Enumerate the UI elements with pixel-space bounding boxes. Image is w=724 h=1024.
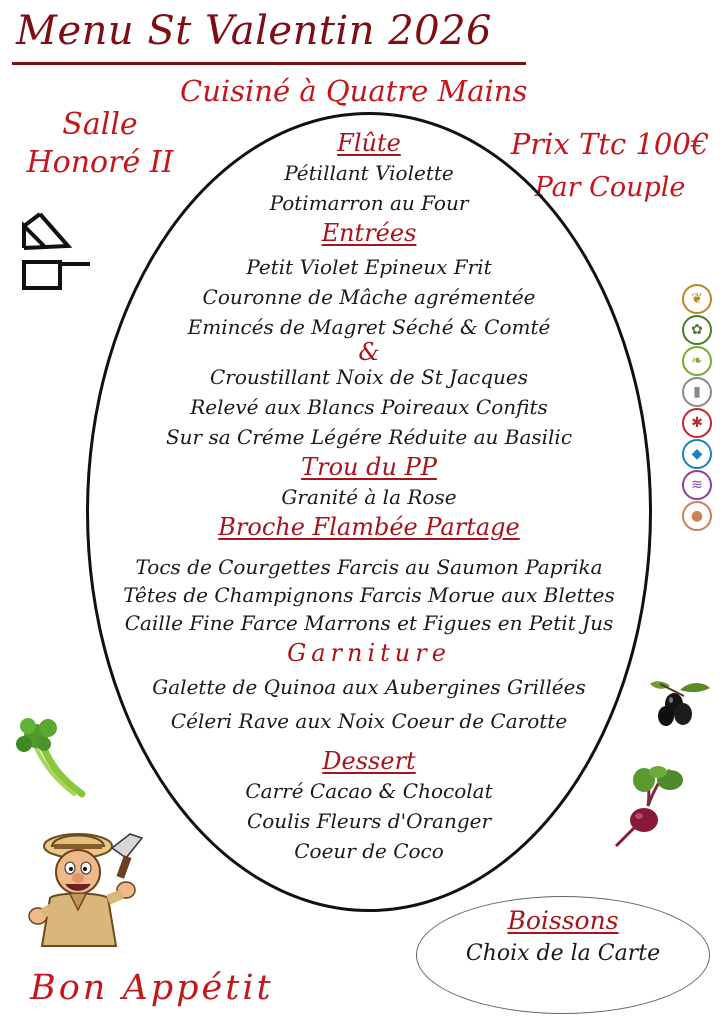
salle-line-2: Honoré II xyxy=(26,145,174,180)
boissons-heading: Boissons xyxy=(507,906,619,935)
celery-icon: ❧ xyxy=(682,346,712,376)
boissons-text: Choix de la Carte xyxy=(465,941,661,966)
boissons-box xyxy=(416,906,710,972)
menu-item: Céleri Rave aux Noix Coeur de Carotte xyxy=(170,709,568,733)
menu-item: Galette de Quinoa aux Aubergines Grillées xyxy=(152,675,586,699)
menu-item: Sur sa Créme Légére Réduite au Basilic xyxy=(165,425,573,449)
mollusc-icon: ≋ xyxy=(682,470,712,500)
nuts-icon: ✿ xyxy=(682,315,712,345)
section-heading-trou-du-pp: Trou du PP xyxy=(301,453,437,481)
milk-icon: ▮ xyxy=(682,377,712,407)
section-heading-garniture: Garniture xyxy=(287,639,451,667)
crustacean-icon: ✱ xyxy=(682,408,712,438)
menu-item: Carré Cacao & Chocolat xyxy=(245,779,493,803)
menu-title: Menu St Valentin 2026 xyxy=(16,8,492,54)
menu-item: Emincés de Magret Séché & Comté xyxy=(187,315,551,339)
salle-line-1: Salle xyxy=(62,107,138,142)
celery-icon xyxy=(16,714,92,798)
gluten-icon: ❦ xyxy=(682,284,712,314)
price-line-1: Prix Ttc 100€ xyxy=(510,127,710,161)
section-heading-dessert: Dessert xyxy=(322,747,416,775)
menu-item: Coeur de Coco xyxy=(294,839,444,863)
title-underline xyxy=(12,62,526,65)
menu-item: Têtes de Champignons Farcis Morue aux Blettes xyxy=(123,583,615,607)
olives-icon xyxy=(650,678,712,728)
menu-item: Granité à la Rose xyxy=(281,485,457,509)
menu-item: Relevé aux Blancs Poireaux Confits xyxy=(190,395,548,419)
allergen-icons xyxy=(682,284,716,532)
menu-item: Caille Fine Farce Marrons et Figues en Petit Jus xyxy=(124,611,614,635)
menu-item: Coulis Fleurs d'Oranger xyxy=(246,809,492,833)
menu-item: Potimarron au Four xyxy=(269,191,469,215)
ampersand-separator: & xyxy=(358,338,380,366)
menu-item: Tocs de Courgettes Farcis au Saumon Paprika xyxy=(135,555,603,579)
section-heading-flute: Flûte xyxy=(337,129,401,157)
menu-item: Petit Violet Epineux Frit xyxy=(246,255,492,279)
menu-subtitle: Cuisiné à Quatre Mains xyxy=(180,74,528,108)
menu-item: Couronne de Mâche agrémentée xyxy=(202,285,536,309)
price-line-2: Par Couple xyxy=(534,172,686,203)
section-heading-entrees: Entrées xyxy=(321,219,417,247)
egg-icon: ● xyxy=(682,501,712,531)
menu-item: Pétillant Violette xyxy=(284,161,454,185)
house-logo-icon xyxy=(18,212,94,292)
section-heading-broche: Broche Flambée Partage xyxy=(218,513,520,541)
menu-item: Croustillant Noix de St Jacques xyxy=(209,365,529,389)
beetroot-icon xyxy=(614,766,686,850)
explorer-mascot-icon xyxy=(26,828,158,950)
fish-icon: ◆ xyxy=(682,439,712,469)
menu-content xyxy=(86,128,652,866)
bon-appetit: Bon Appétit xyxy=(30,968,274,1008)
